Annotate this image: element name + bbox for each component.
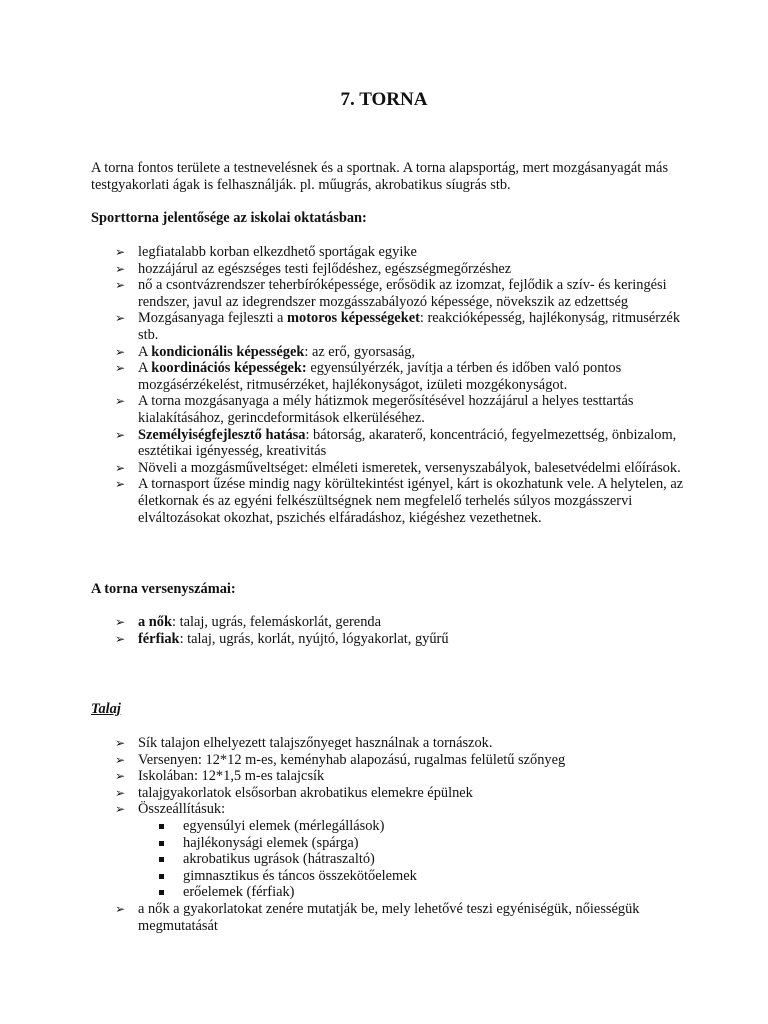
list-item [115, 476, 695, 526]
section-heading-talaj: Talaj [91, 701, 121, 717]
item-text: legfiatalabb korban elkezdhető sportágak egyike [138, 244, 417, 260]
list-item [115, 752, 695, 769]
arrow-bullet-icon: ➢ [115, 769, 126, 784]
arrow-bullet-icon: ➢ [115, 361, 126, 376]
list-item [115, 768, 695, 785]
arrow-bullet-icon: ➢ [115, 394, 126, 409]
arrow-bullet-icon: ➢ [115, 261, 126, 276]
list-item [115, 360, 695, 393]
arrow-bullet-icon: ➢ [115, 427, 126, 442]
item-text: hozzájárul az egészséges testi fejlődéshez, egészségmegőrzéshez [138, 260, 512, 277]
list-item [115, 310, 695, 343]
item-text: Növeli a mozgásműveltséget: elméleti ismeretek, versenyszabályok, balesetvédelmi előírások. [138, 459, 681, 476]
item-text: Iskolában: 12*1,5 m-es talajcsík [138, 768, 325, 785]
item-text: : reakcióképesség, hajlékonyság, ritmusérzék stb. [138, 310, 681, 343]
item-text: : az erő, gyorsaság, [304, 343, 416, 360]
sub-list-item [159, 884, 695, 901]
item-text: A tornasport űzése mindig nagy körültekintést igényel, kárt is okozhatunk vele. A helytelen, az életkornak és az egyéni felkészültségnek nem megfelelő terhelés súlyos mozgásszervi elváltozásokat okozhat, pszichés elfáradáshoz, kiégéshez vezethetnek. [138, 476, 684, 526]
item-text: erőelemek (férfiak) [183, 884, 295, 901]
intro-paragraph: A torna fontos területe a testnevelésnek és a sportnak. A torna alapsportág, mert mozgásanyagát más testgyakorlati ágak is felhasználják. pl. műugrás, akrobatikus síugrás stb. [91, 160, 669, 193]
item-text: A torna mozgásanyaga a mély hátizmok megerősítésével hozzájárul a helyes testtartás kialakításához, gerincdeformitások elkerüléséhez. [138, 393, 634, 426]
item-bold-text: koordinációs képességek: [151, 360, 307, 377]
arrow-bullet-icon: ➢ [115, 752, 126, 767]
arrow-bullet-icon: ➢ [115, 460, 126, 475]
arrow-bullet-icon: ➢ [115, 278, 126, 293]
list-item [115, 631, 695, 648]
list-item [115, 277, 695, 310]
sub-list [138, 818, 695, 901]
arrow-bullet-icon: ➢ [115, 615, 126, 629]
item-text: Összeállításuk: [138, 801, 226, 818]
arrow-bullet-icon: ➢ [115, 901, 126, 916]
square-bullet-icon [159, 857, 164, 862]
item-text: : talaj, ugrás, felemáskorlát, gerenda [172, 614, 381, 630]
item-bold-text: a nők [138, 614, 172, 630]
arrow-bullet-icon: ➢ [115, 245, 126, 259]
list-item [115, 244, 695, 261]
item-bold-text: kondicionális képességek [151, 343, 305, 360]
arrow-bullet-icon: ➢ [115, 736, 126, 750]
item-text: : talaj, ugrás, korlát, nyújtó, lógyakorlat, gyűrű [179, 630, 449, 647]
item-bold-text: Személyiségfejlesztő hatása [138, 426, 306, 443]
item-text: egyensúlyi elemek (mérlegállások) [183, 817, 385, 834]
item-text: gimnasztikus és táncos összekötőelemek [183, 867, 417, 884]
list-item [115, 261, 695, 278]
square-bullet-icon [159, 824, 164, 829]
section-heading-events: A torna versenyszámai: [91, 581, 236, 597]
arrow-bullet-icon: ➢ [115, 477, 126, 492]
list-item [115, 785, 695, 802]
item-text: hajlékonysági elemek (spárga) [183, 834, 359, 851]
sub-list-item [159, 835, 695, 852]
list-item [115, 614, 695, 631]
sub-list-item [159, 851, 695, 868]
list-item [115, 393, 695, 426]
section-heading-importance: Sporttorna jelentősége az iskolai oktatásban: [91, 210, 367, 226]
item-bold-text: férfiak [138, 630, 180, 647]
item-text: nő a csontvázrendszer teherbíróképessége, erősödik az izomzat, fejlődik a szív- és keringési rendszer, javul az idegrendszer mozgásszabályozó képessége, növekszik az edzettség [138, 277, 667, 310]
item-text: a nők a gyakorlatokat zenére mutatják be, mely lehetővé teszi egyéniségük, nőiességük megmutatását [138, 900, 640, 934]
square-bullet-icon [159, 874, 164, 879]
arrow-bullet-icon: ➢ [115, 631, 126, 646]
item-text: akrobatikus ugrások (hátraszaltó) [183, 851, 375, 868]
list-item [115, 344, 695, 361]
talaj-list [115, 735, 695, 934]
square-bullet-icon [159, 890, 164, 895]
list-item [115, 901, 695, 934]
sub-list-item [159, 818, 695, 835]
importance-list [115, 244, 695, 526]
item-bold-text: motoros képességeket [287, 310, 420, 327]
arrow-bullet-icon: ➢ [115, 802, 126, 817]
item-text: Sík talajon elhelyezett talajszőnyeget használnak a tornászok. [138, 735, 493, 751]
list-item [115, 427, 695, 460]
arrow-bullet-icon: ➢ [115, 311, 126, 326]
item-text: : bátorság, akaraterő, koncentráció, fegyelmezettség, önbizalom, esztétikai igényesség, kreativitás [138, 426, 677, 460]
item-text: Mozgásanyaga fejleszti a [138, 310, 288, 327]
sub-list-item [159, 868, 695, 885]
item-text: A [138, 343, 152, 360]
item-text: talajgyakorlatok elsősorban akrobatikus elemekre épülnek [138, 784, 473, 801]
item-text: egyensúlyérzék, javítja a térben és időben való pontos mozgásérzékelést, ritmusérzéket, hajlékonyságot, izületi mozgékonyságot. [138, 360, 622, 393]
item-text: A [138, 360, 152, 377]
square-bullet-icon [159, 841, 164, 846]
events-list [115, 614, 695, 647]
item-text: Versenyen: 12*12 m-es, keményhab alapozású, rugalmas felületű szőnyeg [138, 751, 566, 768]
list-item [115, 460, 695, 477]
arrow-bullet-icon: ➢ [115, 344, 126, 359]
page-title: 7. TORNA [340, 89, 428, 110]
arrow-bullet-icon: ➢ [115, 785, 126, 800]
list-item [115, 801, 695, 901]
list-item [115, 735, 695, 752]
